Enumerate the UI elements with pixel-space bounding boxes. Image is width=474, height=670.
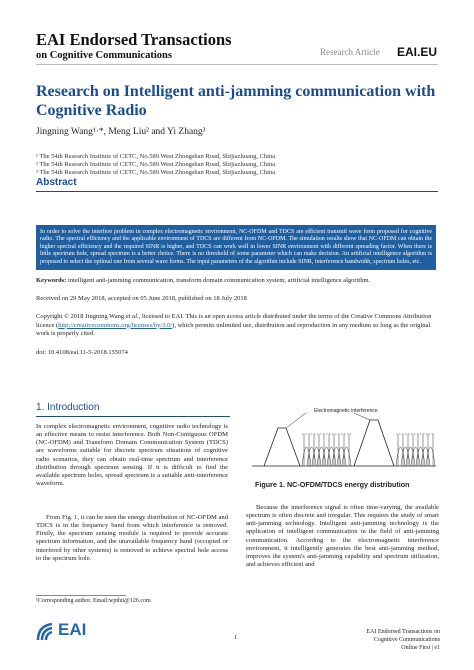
affiliation-3: ³ The 54th Research Institute of CETC, No.589 West Zhongshan Road, Shijiazhuang, China bbox=[36, 169, 276, 176]
right-column-paragraph: Because the interference signal is often time-varying, the available spectrum is often discrete and irregular. This requires the study of smart anti-jamming technology. Intelligent anti-jamming technology is the application of intelligent communication in the field of anti-jamming communication. According to the electromagnetic interference environment, it intelligently generates the best anti-jamming method, improves the system's anti-jamming capability and spectrum utilization, and achieves efficient and bbox=[246, 504, 439, 569]
doi-line[interactable]: doi: 10.4108/eai.11-5-2018.155074 bbox=[36, 349, 128, 356]
figure-caption: Figure 1. NC-OFDM/TDCS energy distribution bbox=[255, 480, 410, 489]
intro-paragraph-1: In complex electromagnetic environment, cognitive radio technology is an effective means to resist interference. Both Non-Contiguous OFDM (NC-OFDM) and Transform Domain Communication System (TDCS) are waveforms suitable for discrete spectrum situations of cognitive radio scenarios, they can obtain real-time spectrum and interference distribution through spectrum sensing. If it is difficult to find the available spectrum holes, spread spectrum is a suitable anti-interference waveform. bbox=[36, 423, 228, 488]
eai-logo-text: EAI bbox=[58, 620, 87, 639]
interference-peak-2 bbox=[354, 420, 394, 466]
affiliation-2: ² The 54th Research Institute of CETC, No.589 West Zhongshan Road, Shijiazhuang, China bbox=[36, 161, 276, 168]
footer-journal-line-2: Cognitive Communications bbox=[373, 637, 440, 643]
copyright-etal: et al. bbox=[125, 313, 139, 320]
copyright-text-3: ), which permits unlimited use, distribution and reproduction in any medium so long as the original work is properly cited. bbox=[36, 321, 431, 337]
footer-journal-line-1: EAI Endorsed Transactions on bbox=[366, 629, 440, 635]
page-number: 1 bbox=[234, 635, 237, 641]
subcarrier-group-left bbox=[302, 434, 351, 466]
abstract-text: In order to solve the interfere problem in complex electromagnetic environment, NC-OFDM and TDCS are efficient transmit wave form proposed for cognitive radio. The spectral efficiency and the applicable environment of TDCS are different from NC-OFDM. The simulation results show that NC-OFDM can obtain the higher spectral efficiency and the required SINR is higher, and TDCS can work well in lower SINR environment with different spreading factor. When there is little spectrum hole, spread spectrum is a better choice. There is no threshold of some parameter which can make decision. An artificial intelligence algorithm is proposed to select the optimal one from several wave forms. The input parameters of the algorithm include SINR, interference bandwidth, spectrum holes, etc. bbox=[36, 225, 436, 270]
affiliation-1: ¹ The 54th Research Institute of CETC, No.589 West Zhongshan Road, Shijiazhuang, China bbox=[36, 153, 276, 160]
subcarrier-group-right bbox=[396, 434, 435, 466]
corresponding-author-footnote: ¹Corresponding author. Email:wjnhit@126.com bbox=[36, 598, 151, 604]
article-title: Research on Intelligent anti-jamming communication with Cognitive Radio bbox=[36, 83, 436, 119]
keywords-text: intelligent anti-jamming communication, transform domain communication system, artificial intelligence algorithm. bbox=[66, 277, 371, 284]
introduction-heading: 1. Introduction bbox=[36, 402, 100, 413]
header-divider bbox=[36, 64, 438, 65]
section-divider bbox=[36, 416, 230, 417]
footnote-divider bbox=[36, 595, 126, 596]
pointer-line-right bbox=[354, 413, 370, 420]
footer-journal-line-3: Online First | e1 bbox=[401, 645, 440, 651]
article-type: Research Article bbox=[320, 47, 380, 57]
eai-badge[interactable]: EAI.EU bbox=[397, 45, 438, 59]
publication-dates: Received on 29 May 2018, accepted on 05 June 2018, published on 18 July 2018 bbox=[36, 295, 247, 302]
journal-name: EAI Endorsed Transactions bbox=[36, 30, 232, 49]
copyright-notice bbox=[36, 313, 436, 339]
interference-peak-1 bbox=[264, 428, 300, 466]
energy-distribution-figure bbox=[246, 404, 442, 474]
interference-label: Electromagnetic interference bbox=[314, 408, 378, 414]
keywords-label: Keywords: bbox=[36, 277, 67, 284]
abstract-divider bbox=[36, 191, 438, 192]
pointer-line-left bbox=[286, 413, 306, 428]
intro-paragraph-2: From Fig. 1, it can be seen the energy distribution of NC-OFDM and TDCS is in the frequency band from which interference is removed. Firstly, the spectrum sensing module is required to provide accurate spectrum information, and the unavailable frequency band (occupied or interfered by other systems) is removed to achieve spectral hole access to the spectrum hole. bbox=[36, 514, 228, 562]
author-list: Jingning Wang¹·*, Meng Liu² and Yi Zhang³ bbox=[36, 127, 206, 137]
copyright-text: Copyright © 2018 Jingning Wang bbox=[36, 313, 126, 320]
keywords-line bbox=[36, 277, 436, 286]
abstract-heading: Abstract bbox=[36, 177, 77, 188]
journal-subtitle: on Cognitive Communications bbox=[36, 50, 172, 61]
license-link[interactable]: http://creativecommons.org/licenses/by/3.0/ bbox=[58, 321, 173, 329]
eai-logo-icon bbox=[36, 622, 56, 642]
copyright-text-2: , licensed to EAI. This is an open access article distributed under the terms of the Creative Commons Attribution licence ( bbox=[36, 313, 432, 329]
